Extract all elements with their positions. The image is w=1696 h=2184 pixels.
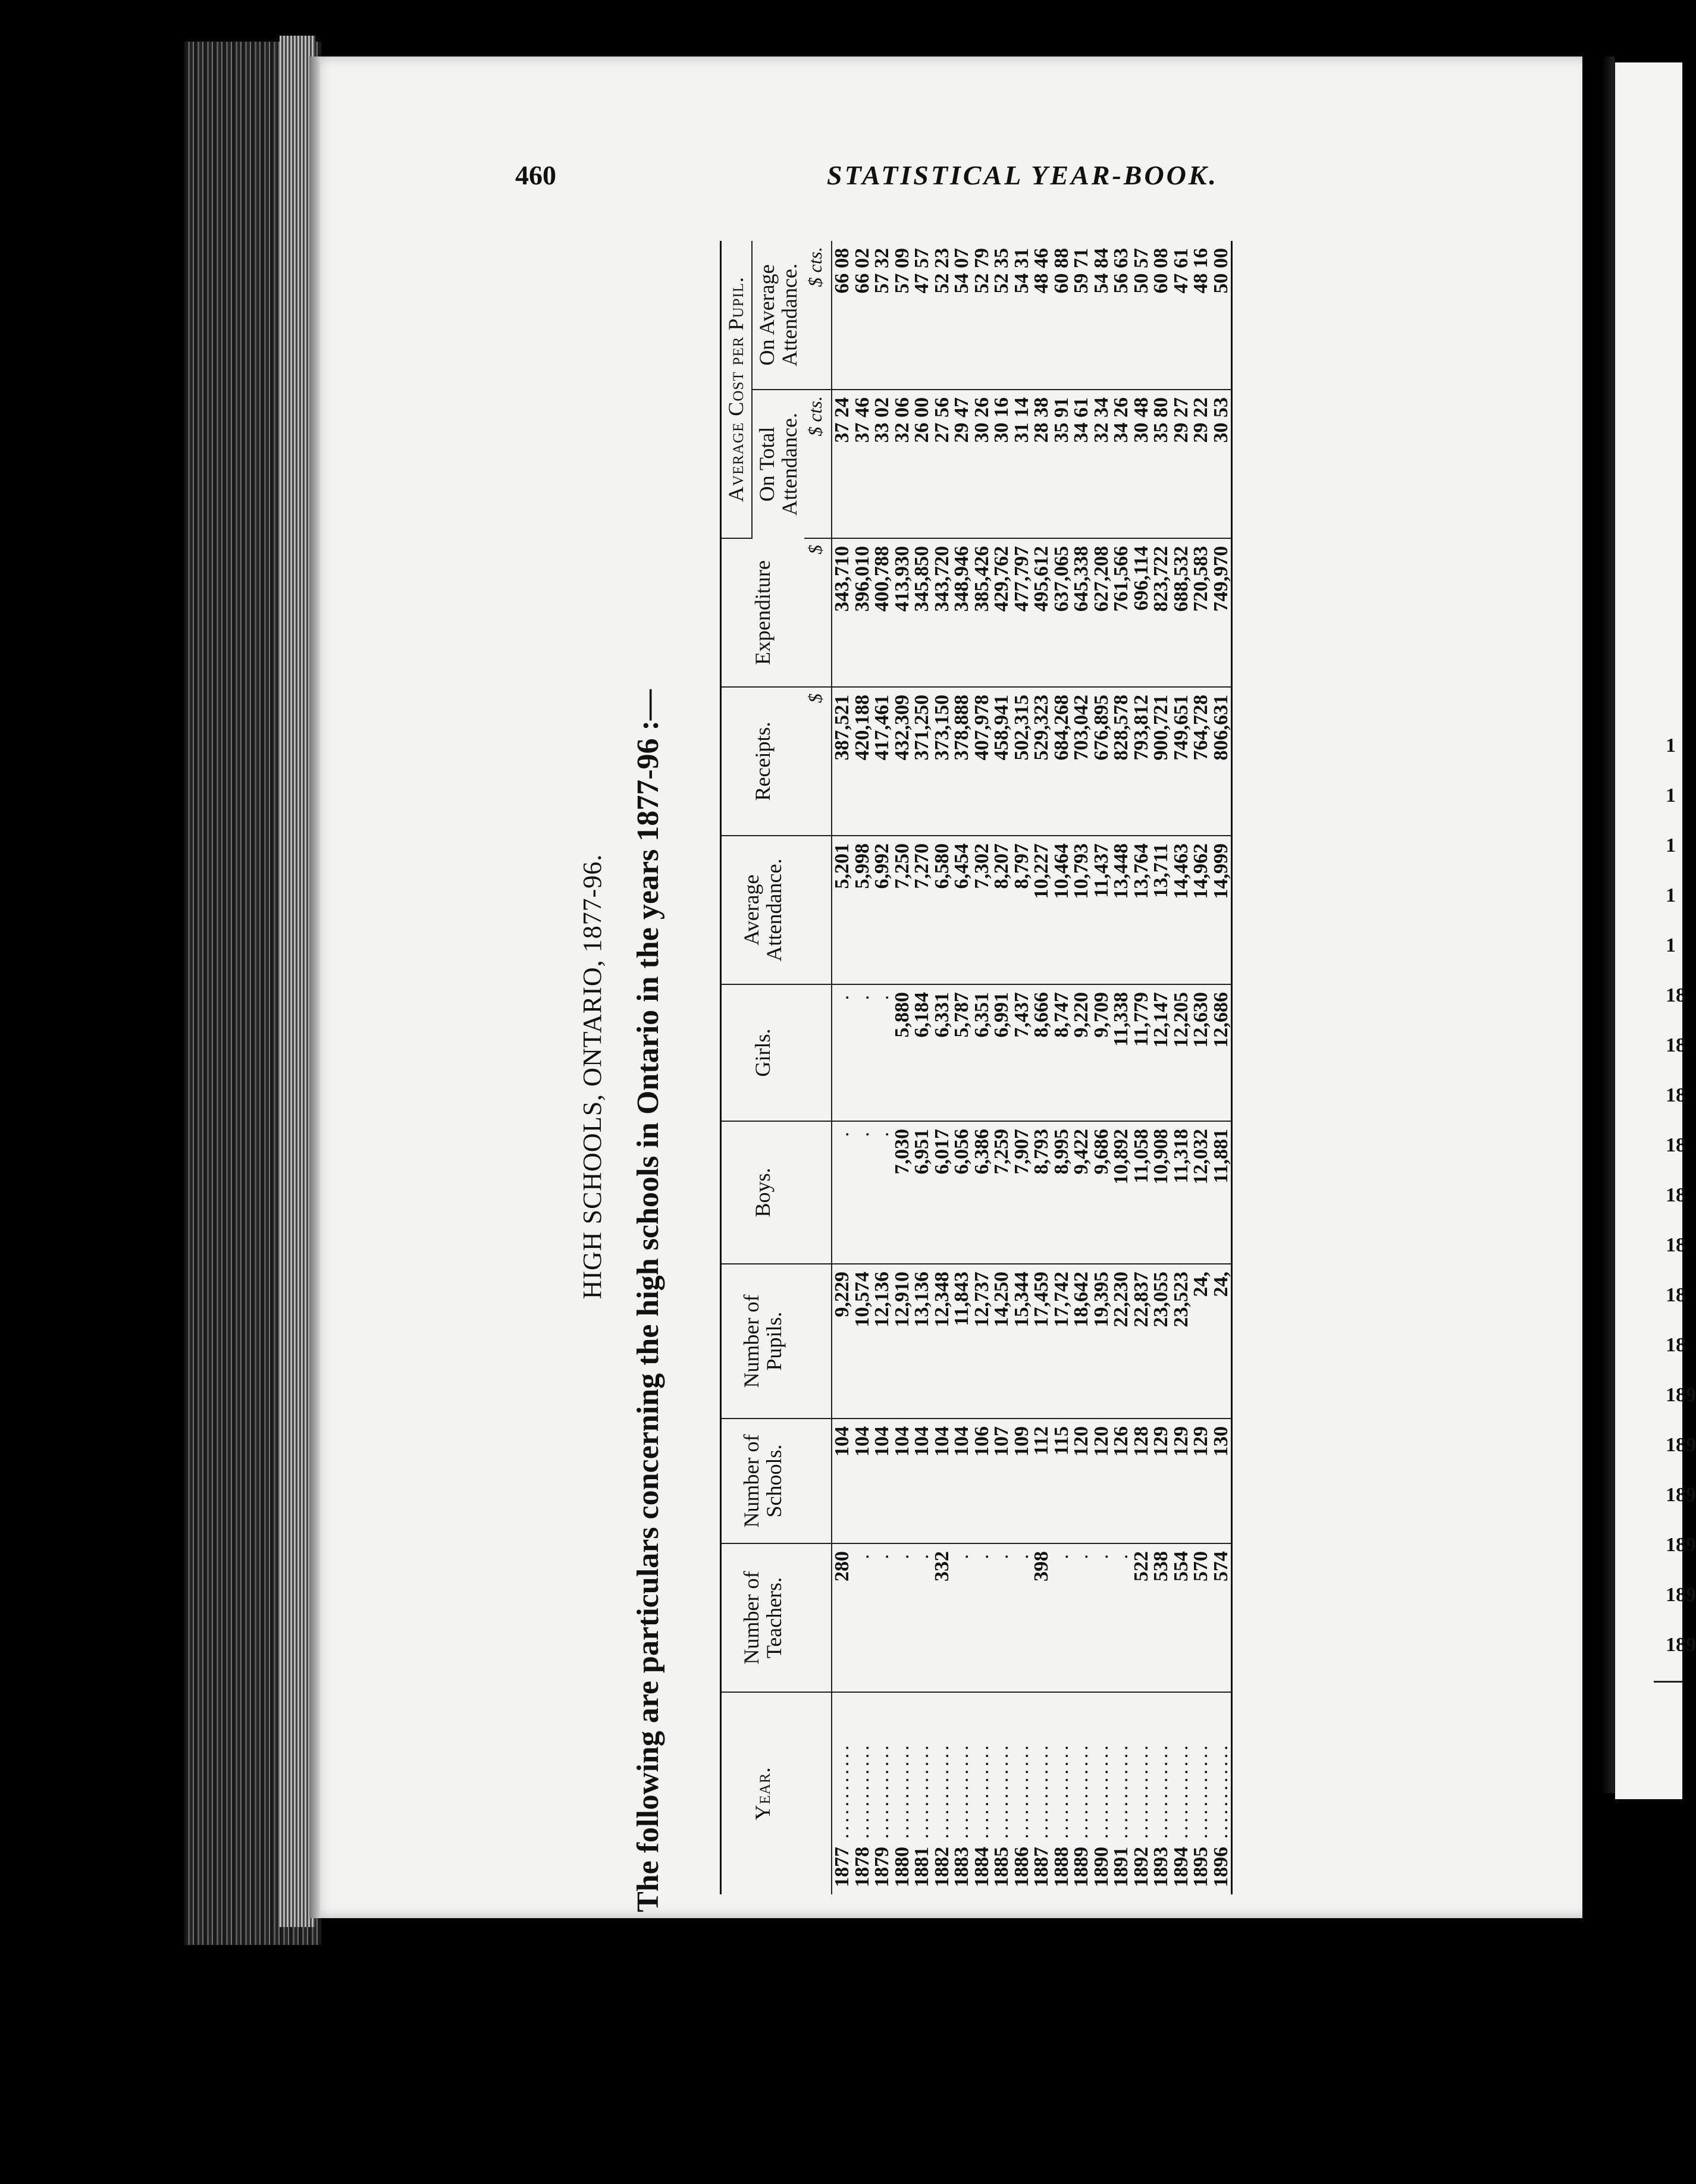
cell-schools: 128 (1130, 1426, 1152, 1457)
header-girls: Girls. (721, 984, 805, 1121)
column-teachers (832, 1551, 1231, 1684)
cell-teachers: . (1110, 1551, 1133, 1576)
column-expenditure (832, 546, 1231, 679)
cell-schools: 129 (1190, 1426, 1212, 1457)
cell-expenditure: 696,114 (1130, 546, 1152, 611)
cell-expenditure: 823,722 (1150, 546, 1173, 612)
cell-attendance: 13,764 (1130, 843, 1152, 899)
cell-pupils: 22,837 (1130, 1272, 1152, 1328)
cell-boys: 6,017 (930, 1129, 953, 1175)
cell-girls: 8,666 (1030, 992, 1053, 1038)
cell-boys: 7,030 (891, 1129, 913, 1175)
cell-pupils: 18,642 (1070, 1272, 1093, 1328)
cell-schools: 109 (1010, 1426, 1033, 1457)
cell-on_total: 27 56 (930, 397, 953, 443)
cell-year: 1880 ............ (891, 1742, 913, 1887)
cell-on_average: 52 79 (970, 248, 993, 294)
cell-teachers: . (1090, 1551, 1112, 1576)
cell-receipts: 684,268 (1050, 695, 1073, 761)
column-boys (832, 1129, 1231, 1256)
cell-girls: 9,220 (1070, 992, 1093, 1038)
adjacent-page-number: 18 (1666, 984, 1686, 1006)
adjacent-page-number: 18 (1666, 1284, 1686, 1306)
header-schools: Number of Schools. (721, 1419, 805, 1543)
adjacent-page-number: 1 (1666, 834, 1676, 856)
running-head: STATISTICAL YEAR-BOOK. (827, 160, 1219, 190)
cell-teachers: . (1050, 1551, 1073, 1576)
cell-year: 1888 ............ (1050, 1742, 1073, 1887)
page-divider (1601, 57, 1615, 1793)
adjacent-page-number: 1 (1666, 934, 1676, 956)
cell-boys: 8,995 (1050, 1129, 1073, 1175)
cell-pupils: 19,395 (1090, 1272, 1112, 1328)
cell-expenditure: 495,612 (1030, 546, 1053, 612)
cell-girls: 11,338 (1110, 992, 1133, 1047)
cell-on_average: 56 63 (1110, 248, 1133, 294)
cell-pupils: 15,344 (1010, 1272, 1033, 1328)
cell-receipts: 793,812 (1130, 695, 1152, 761)
adjacent-page-number: 189 (1666, 1584, 1696, 1606)
cell-on_average: 54 07 (951, 248, 973, 294)
header-on-average: On Average Attendance. (752, 241, 805, 390)
cell-pupils: 23,055 (1150, 1272, 1173, 1328)
cell-attendance: 8,207 (990, 843, 1013, 889)
cell-pupils: 12,910 (891, 1272, 913, 1328)
column-girls (832, 992, 1231, 1113)
cell-expenditure: 396,010 (851, 546, 873, 612)
cell-receipts: 676,895 (1090, 695, 1112, 761)
cell-attendance: 13,448 (1110, 843, 1133, 899)
cell-on_total: 30 53 (1209, 397, 1232, 443)
cell-schools: 104 (930, 1426, 953, 1457)
cell-attendance: 13,711 (1150, 843, 1173, 898)
cell-boys: 6,056 (951, 1129, 973, 1175)
cell-teachers: . (970, 1551, 993, 1576)
header-year: Year. (721, 1692, 805, 1894)
cell-receipts: 373,150 (930, 695, 953, 761)
cell-schools: 115 (1050, 1426, 1073, 1456)
cell-pupils: 12,737 (970, 1272, 993, 1328)
cell-on_average: 50 00 (1209, 248, 1232, 294)
cell-boys: 6,386 (970, 1129, 993, 1175)
cell-girls: 6,184 (911, 992, 933, 1038)
cell-pupils: 23,523 (1170, 1272, 1192, 1328)
cell-pupils: 9,229 (831, 1272, 854, 1317)
cell-receipts: 458,941 (990, 695, 1013, 761)
cell-teachers: . (990, 1551, 1013, 1576)
cell-year: 1882 ............ (930, 1742, 953, 1887)
cell-year: 1885 ............ (990, 1742, 1013, 1887)
cell-year: 1889 ............ (1070, 1742, 1093, 1887)
cell-teachers: 398 (1030, 1551, 1053, 1581)
column-schools (832, 1426, 1231, 1536)
adjacent-page-rule (1654, 1681, 1682, 1683)
cell-year: 1890 ............ (1090, 1742, 1112, 1887)
cell-expenditure: 400,788 (871, 546, 894, 612)
cell-schools: 107 (990, 1426, 1013, 1457)
cell-receipts: 371,250 (911, 695, 933, 761)
cell-expenditure: 413,930 (891, 546, 913, 612)
high-schools-table (720, 241, 1233, 1894)
column-on-total (832, 397, 1231, 531)
cell-on_total: 30 16 (990, 397, 1013, 443)
cell-boys: 10,908 (1150, 1129, 1173, 1185)
cell-boys: 9,686 (1090, 1129, 1112, 1175)
cell-schools: 104 (911, 1426, 933, 1457)
cell-boys: 12,032 (1190, 1129, 1212, 1185)
cell-receipts: 378,888 (951, 695, 973, 761)
header-teachers: Number of Teachers. (721, 1543, 805, 1692)
cell-schools: 104 (831, 1426, 854, 1457)
cell-receipts: 806,631 (1209, 695, 1232, 761)
cell-schools: 130 (1209, 1426, 1232, 1457)
cell-pupils: 12,348 (930, 1272, 953, 1328)
cell-attendance: 10,227 (1030, 843, 1053, 899)
cell-teachers: . (911, 1551, 933, 1576)
cell-on_total: 29 22 (1190, 397, 1212, 443)
cell-pupils: 17,459 (1030, 1272, 1053, 1328)
cell-schools: 104 (891, 1426, 913, 1457)
cell-boys: . (831, 1129, 854, 1153)
cell-teachers: 570 (1190, 1551, 1212, 1581)
cell-receipts: 432,309 (891, 695, 913, 761)
cell-teachers: . (1010, 1551, 1033, 1576)
cell-on_average: 48 46 (1030, 248, 1053, 294)
cell-teachers: 332 (930, 1551, 953, 1581)
cell-boys: 11,318 (1170, 1129, 1192, 1184)
header-receipts: Receipts. (721, 687, 805, 836)
cell-girls: 6,351 (970, 992, 993, 1038)
cell-pupils: 14,250 (990, 1272, 1013, 1328)
cell-year: 1886 ............ (1010, 1742, 1033, 1887)
cell-on_total: 32 34 (1090, 397, 1112, 443)
cell-on_total: 34 61 (1070, 397, 1093, 443)
cell-teachers: 522 (1130, 1551, 1152, 1581)
cell-boys: 11,881 (1209, 1129, 1232, 1184)
cell-attendance: 6,580 (930, 843, 953, 889)
cell-on_total: 29 27 (1170, 397, 1192, 443)
adjacent-page-number: 189 (1666, 1384, 1696, 1406)
cell-on_average: 54 31 (1010, 248, 1033, 294)
cell-year: 1893 ............ (1150, 1742, 1173, 1887)
cell-pupils: 12,136 (871, 1272, 894, 1328)
cell-attendance: 7,250 (891, 843, 913, 889)
cell-expenditure: 645,338 (1070, 546, 1093, 612)
cell-girls: 8,747 (1050, 992, 1073, 1038)
header-attendance: Average Attendance. (721, 836, 805, 984)
cell-attendance: 6,992 (871, 843, 894, 889)
cell-schools: 112 (1030, 1426, 1053, 1456)
cell-pupils: 24, (1209, 1272, 1232, 1297)
column-year (832, 1700, 1231, 1887)
cell-receipts: 420,188 (851, 695, 873, 761)
adjacent-page-number: 1 (1666, 884, 1676, 906)
cell-expenditure: 637,065 (1050, 546, 1073, 612)
cell-girls: . (831, 992, 854, 1016)
cell-attendance: 7,270 (911, 843, 933, 889)
cell-on_average: 60 88 (1050, 248, 1073, 294)
cell-teachers: 574 (1209, 1551, 1232, 1581)
cell-girls: 5,787 (951, 992, 973, 1038)
cell-boys: 7,907 (1010, 1129, 1033, 1175)
cell-boys: 7,259 (990, 1129, 1013, 1175)
cell-year: 1895 ............ (1190, 1742, 1212, 1887)
cell-on_total: 31 14 (1010, 397, 1033, 443)
cell-expenditure: 720,583 (1190, 546, 1212, 612)
cell-girls: 11,779 (1130, 992, 1152, 1047)
cell-schools: 104 (851, 1426, 873, 1457)
cell-on_total: 33 02 (871, 397, 894, 443)
adjacent-page-number: 18 (1666, 1184, 1686, 1206)
adjacent-page-number: 1 (1666, 785, 1676, 807)
cell-on_average: 47 61 (1170, 248, 1192, 294)
cell-attendance: 14,999 (1209, 843, 1232, 899)
cell-girls: 5,880 (891, 992, 913, 1038)
adjacent-page-number: 189 (1666, 1634, 1696, 1656)
cell-on_total: 28 38 (1030, 397, 1053, 443)
adjacent-page-number: 189 (1666, 1434, 1696, 1456)
cell-girls: . (851, 992, 873, 1016)
cell-schools: 129 (1170, 1426, 1192, 1457)
cell-receipts: 417,461 (871, 695, 894, 761)
cell-on_average: 54 84 (1090, 248, 1112, 294)
cell-expenditure: 761,566 (1110, 546, 1133, 612)
cell-expenditure: 688,532 (1170, 546, 1192, 612)
cell-girls: 7,437 (1010, 992, 1033, 1038)
adjacent-page-number: 18 (1666, 1234, 1686, 1256)
cell-receipts: 387,521 (831, 695, 854, 761)
cell-boys: 11,058 (1130, 1129, 1152, 1184)
cell-attendance: 10,464 (1050, 843, 1073, 899)
cell-girls: 12,686 (1209, 992, 1232, 1048)
cell-on_total: 26 00 (911, 397, 933, 443)
cell-attendance: 5,998 (851, 843, 873, 889)
cell-girls: 6,991 (990, 992, 1013, 1038)
cell-on_average: 57 09 (891, 248, 913, 294)
table-intro: The following are particulars concerning the high schools in Ontario in the years 1877-96 :— (631, 689, 665, 1912)
cell-schools: 104 (951, 1426, 973, 1457)
cell-expenditure: 627,208 (1090, 546, 1112, 612)
cell-teachers: . (851, 1551, 873, 1576)
cell-teachers: 280 (831, 1551, 854, 1581)
cell-year: 1883 ............ (951, 1742, 973, 1887)
cell-expenditure: 385,426 (970, 546, 993, 612)
column-receipts (832, 695, 1231, 828)
cell-year: 1878 ............ (851, 1742, 873, 1887)
cell-attendance: 5,201 (831, 843, 854, 889)
table-title: HIGH SCHOOLS, ONTARIO, 1877-96. (578, 853, 607, 1300)
cell-schools: 126 (1110, 1426, 1133, 1457)
cell-schools: 120 (1090, 1426, 1112, 1457)
unit-receipts: $ (804, 687, 832, 836)
cell-receipts: 900,721 (1150, 695, 1173, 761)
cell-expenditure: 343,710 (831, 546, 854, 612)
cell-year: 1891 ............ (1110, 1742, 1133, 1887)
cell-expenditure: 749,970 (1209, 546, 1232, 612)
cell-receipts: 764,728 (1190, 695, 1212, 761)
cell-year: 1879 ............ (871, 1742, 894, 1887)
cell-year: 1881 ............ (911, 1742, 933, 1887)
page-number: 460 (515, 160, 556, 190)
cell-attendance: 10,793 (1070, 843, 1093, 899)
unit-expenditure: $ (804, 538, 832, 687)
cell-pupils: 11,843 (951, 1272, 973, 1326)
cell-on_average: 66 08 (831, 248, 854, 294)
cell-expenditure: 429,762 (990, 546, 1013, 612)
cell-on_total: 37 46 (851, 397, 873, 443)
cell-expenditure: 477,797 (1010, 546, 1033, 612)
cell-boys: 8,793 (1030, 1129, 1053, 1175)
cell-girls: 9,709 (1090, 992, 1112, 1038)
cell-receipts: 502,315 (1010, 695, 1033, 761)
cell-on_total: 30 48 (1130, 397, 1152, 443)
cell-schools: 104 (871, 1426, 894, 1457)
cell-boys: 10,892 (1110, 1129, 1133, 1185)
cell-teachers: . (951, 1551, 973, 1576)
cell-girls: 12,205 (1170, 992, 1192, 1048)
cell-schools: 106 (970, 1426, 993, 1457)
cell-on_average: 52 35 (990, 248, 1013, 294)
adjacent-page-number: 18 (1666, 1134, 1686, 1156)
cell-on_average: 48 16 (1190, 248, 1212, 294)
cell-teachers: . (1070, 1551, 1093, 1576)
cell-teachers: 554 (1170, 1551, 1192, 1581)
adjacent-page-number: 18 (1666, 1084, 1686, 1106)
cell-pupils: 22,230 (1110, 1272, 1133, 1328)
cell-boys: . (851, 1129, 873, 1153)
cell-on_total: 30 26 (970, 397, 993, 443)
adjacent-page-number: 18 (1666, 1334, 1686, 1356)
cell-pupils: 10,574 (851, 1272, 873, 1328)
cell-girls: 12,147 (1150, 992, 1173, 1048)
adjacent-page-number: 1 (1666, 735, 1676, 757)
cell-expenditure: 345,850 (911, 546, 933, 612)
cell-year: 1894 ............ (1170, 1742, 1192, 1887)
cell-pupils: 13,136 (911, 1272, 933, 1328)
cell-receipts: 407,978 (970, 695, 993, 761)
header-on-total: On Total Attendance. (754, 413, 801, 516)
cell-on_total: 34 26 (1110, 397, 1133, 443)
cell-receipts: 828,578 (1110, 695, 1133, 761)
column-on-average (832, 248, 1231, 382)
cell-schools: 129 (1150, 1426, 1173, 1457)
cell-on_average: 47 57 (911, 248, 933, 294)
cell-girls: 6,331 (930, 992, 953, 1038)
cell-boys: 9,422 (1070, 1129, 1093, 1175)
cell-on_total: 37 24 (831, 397, 854, 443)
cell-on_average: 50 57 (1130, 248, 1152, 294)
cell-attendance: 7,302 (970, 843, 993, 889)
page-gutter-shadow (309, 57, 320, 1918)
cell-on_average: 60 08 (1150, 248, 1173, 294)
cell-boys: . (871, 1129, 894, 1153)
cell-on_average: 59 71 (1070, 248, 1093, 294)
cell-expenditure: 348,946 (951, 546, 973, 612)
header-expenditure: Expenditure (721, 538, 805, 687)
cell-expenditure: 343,720 (930, 546, 953, 612)
cell-on_average: 57 32 (871, 248, 894, 294)
header-pupils: Number of Pupils. (721, 1264, 805, 1419)
header-avg-cost-group: Average Cost per Pupil. (721, 241, 752, 538)
cell-pupils: 17,742 (1050, 1272, 1073, 1328)
cell-attendance: 11,437 (1090, 843, 1112, 898)
cell-on_average: 66 02 (851, 248, 873, 294)
cell-on_total: 32 06 (891, 397, 913, 443)
cell-teachers: . (891, 1551, 913, 1576)
adjacent-page-number: 189 (1666, 1534, 1696, 1556)
unit-on-total: $ cts. (804, 390, 832, 538)
column-attendance (832, 843, 1231, 977)
cell-attendance: 14,962 (1190, 843, 1212, 899)
cell-receipts: 529,323 (1030, 695, 1053, 761)
cell-schools: 120 (1070, 1426, 1093, 1457)
cell-year: 1896 ............ (1209, 1742, 1232, 1887)
cell-girls: 12,630 (1190, 992, 1212, 1048)
cell-on_average: 52 23 (930, 248, 953, 294)
unit-on-average: $ cts. (804, 241, 832, 390)
cell-attendance: 8,797 (1010, 843, 1033, 889)
cell-girls: . (871, 992, 894, 1016)
cell-year: 1892 ............ (1130, 1742, 1152, 1887)
cell-on_total: 29 47 (951, 397, 973, 443)
rotated-table-block (571, 241, 1452, 1912)
cell-year: 1887 ............ (1030, 1742, 1053, 1887)
cell-teachers: 538 (1150, 1551, 1173, 1581)
cell-attendance: 14,463 (1170, 843, 1192, 899)
cell-year: 1877 ............ (831, 1742, 854, 1887)
cell-boys: 6,951 (911, 1129, 933, 1175)
cell-pupils: 24, (1190, 1272, 1212, 1297)
header-boys: Boys. (721, 1121, 805, 1264)
cell-attendance: 6,454 (951, 843, 973, 889)
cell-on_total: 35 91 (1050, 397, 1073, 443)
cell-teachers: . (871, 1551, 894, 1576)
column-pupils (832, 1272, 1231, 1411)
adjacent-page-number: 18 (1666, 1034, 1686, 1056)
adjacent-page-number: 189 (1666, 1484, 1696, 1506)
cell-receipts: 703,042 (1070, 695, 1093, 761)
cell-on_total: 35 80 (1150, 397, 1173, 443)
cell-year: 1884 ............ (970, 1742, 993, 1887)
cell-receipts: 749,651 (1170, 695, 1192, 761)
